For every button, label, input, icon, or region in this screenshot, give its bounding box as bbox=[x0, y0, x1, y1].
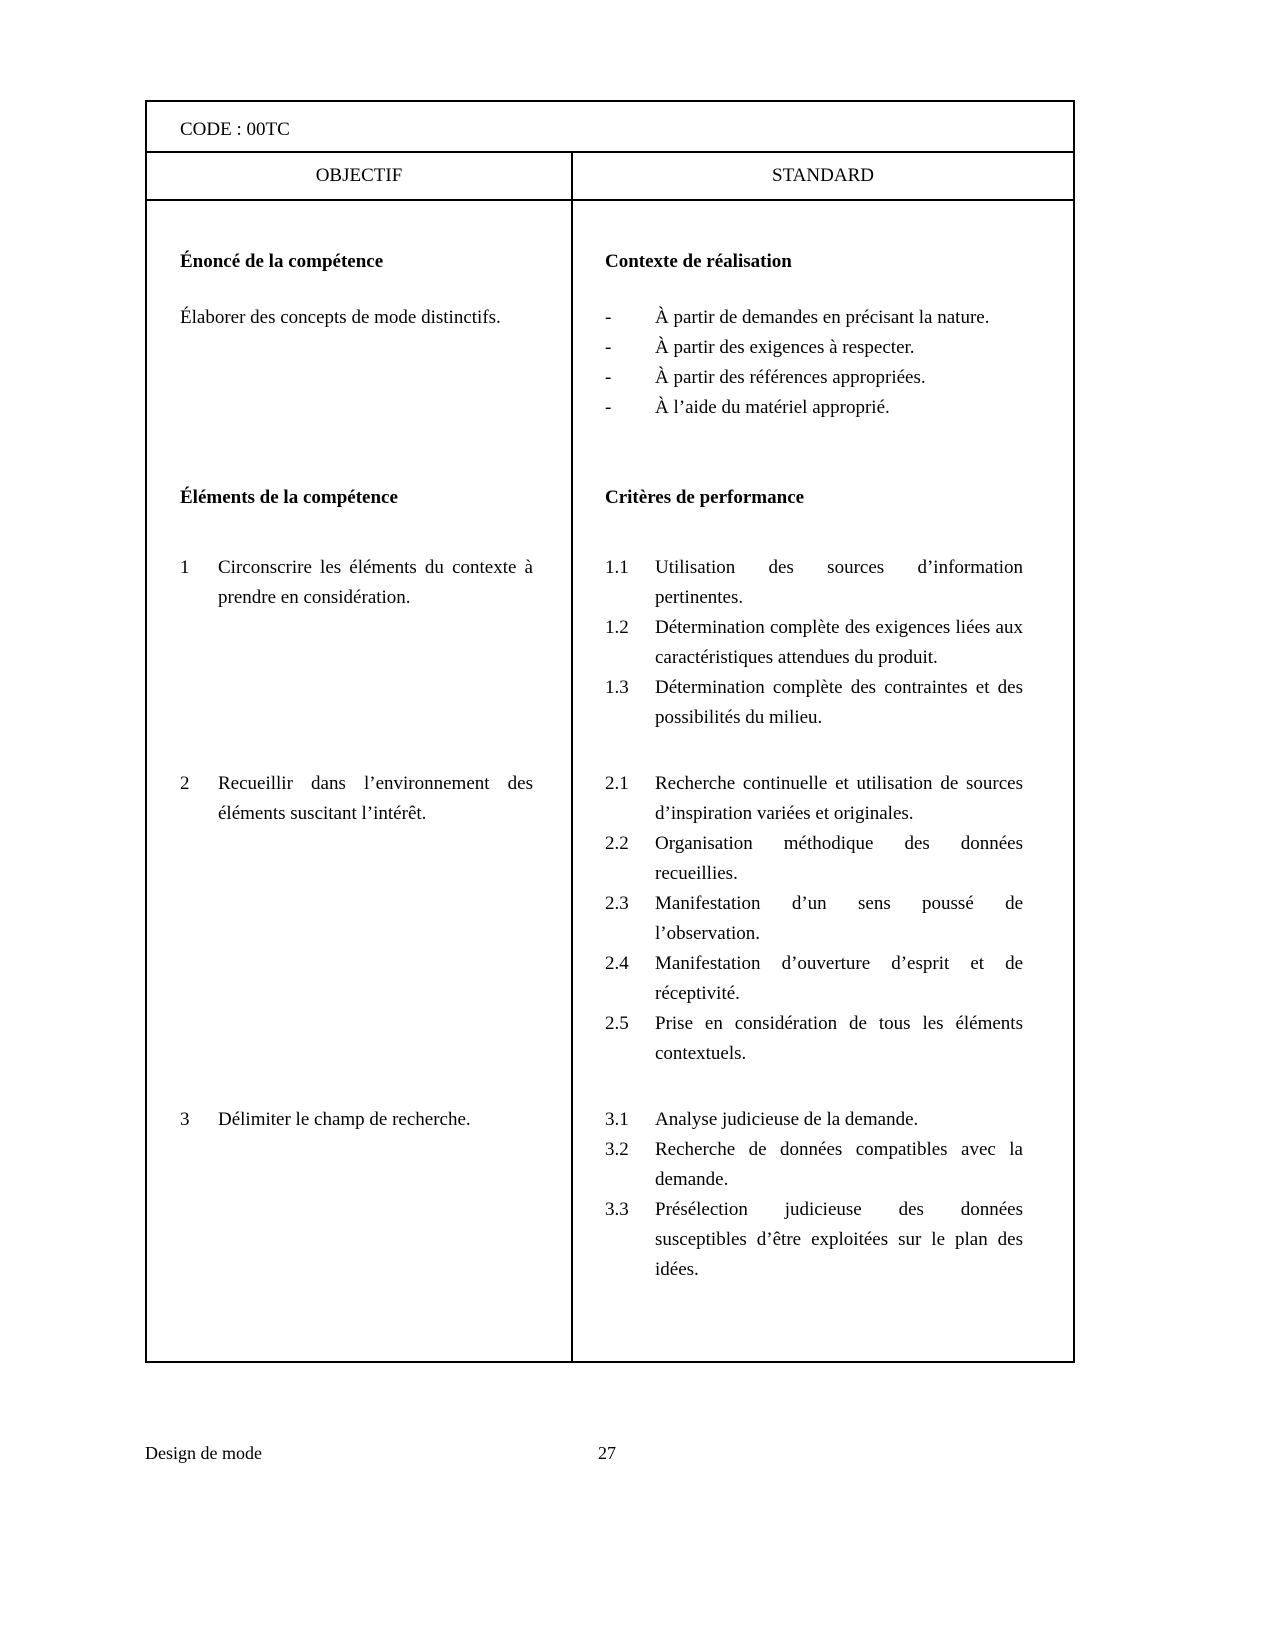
criterion-text: Manifestation d’ouverture d’esprit et de réceptivité. bbox=[655, 953, 1023, 1004]
standard-contexte-items-cell bbox=[573, 277, 1073, 423]
criteres-title: Critères de performance bbox=[605, 487, 805, 508]
footer-document-title: Design de mode bbox=[145, 1443, 262, 1463]
standard-criteres-3-cell bbox=[573, 1069, 1073, 1361]
dash-bullet: - bbox=[605, 397, 612, 418]
element-text: Recueillir dans l’environnement des éléments suscitant l’intérêt. bbox=[218, 773, 533, 824]
contexte-item-text: À partir de demandes en précisant la nature. bbox=[655, 307, 990, 328]
standard-contexte-heading-cell bbox=[573, 201, 1073, 277]
contexte-title: Contexte de réalisation bbox=[605, 251, 792, 272]
criterion-number: 2.4 bbox=[605, 953, 629, 974]
standard-criteres-2-cell bbox=[573, 733, 1073, 1069]
enonce-title: Énoncé de la compétence bbox=[180, 251, 384, 272]
dash-bullet: - bbox=[605, 337, 612, 358]
criterion bbox=[605, 673, 1023, 733]
competency-table bbox=[145, 100, 1075, 1363]
objectif-column-header: OBJECTIF bbox=[147, 153, 573, 199]
code-row bbox=[147, 102, 1073, 153]
criterion-text: Utilisation des sources d’information pertinentes. bbox=[655, 557, 1023, 608]
criterion-number: 1.1 bbox=[605, 557, 629, 578]
footer-page-number: 27 bbox=[598, 1443, 616, 1463]
element-item bbox=[180, 1105, 533, 1135]
criterion-number: 3.3 bbox=[605, 1199, 629, 1220]
criterion bbox=[605, 1105, 1023, 1135]
objectif-enonce-body-cell bbox=[147, 277, 573, 423]
elements-title: Éléments de la compétence bbox=[180, 487, 398, 508]
contexte-item bbox=[605, 303, 1023, 333]
criterion-number: 2.3 bbox=[605, 893, 629, 914]
criterion-number: 2.1 bbox=[605, 773, 629, 794]
standard-criteres-1-cell bbox=[573, 513, 1073, 733]
criterion-text: Manifestation d’un sens poussé de l’observation. bbox=[655, 893, 1023, 944]
criterion bbox=[605, 769, 1023, 829]
element-number: 1 bbox=[180, 557, 190, 578]
criterion-text: Prise en considération de tous les éléments contextuels. bbox=[655, 1013, 1023, 1064]
element-number: 2 bbox=[180, 773, 190, 794]
objectif-enonce-heading-cell bbox=[147, 201, 573, 277]
standard-column-header: STANDARD bbox=[772, 165, 874, 186]
criterion-number: 1.3 bbox=[605, 677, 629, 698]
criterion-number: 1.2 bbox=[605, 617, 629, 638]
objectif-element-3-cell bbox=[147, 1069, 573, 1361]
criterion bbox=[605, 829, 1023, 889]
standard-criteres-heading-cell bbox=[573, 423, 1073, 513]
criterion bbox=[605, 889, 1023, 949]
dash-bullet: - bbox=[605, 307, 612, 328]
criterion bbox=[605, 1135, 1023, 1195]
element-text: Délimiter le champ de recherche. bbox=[218, 1109, 471, 1130]
code-label: CODE : 00TC bbox=[180, 119, 290, 140]
page-footer bbox=[145, 1438, 1075, 1468]
contexte-item-text: À partir des exigences à respecter. bbox=[655, 337, 915, 358]
element-text: Circonscrire les éléments du contexte à prendre en considération. bbox=[218, 557, 533, 608]
objectif-element-2-cell bbox=[147, 733, 573, 1069]
dash-bullet: - bbox=[605, 367, 612, 388]
criterion-text: Analyse judicieuse de la demande. bbox=[655, 1109, 919, 1130]
criterion bbox=[605, 613, 1023, 673]
element-item bbox=[180, 553, 533, 613]
objectif-element-1-cell bbox=[147, 513, 573, 733]
enonce-body: Élaborer des concepts de mode distinctifs. bbox=[180, 307, 501, 328]
criterion-text: Recherche de données compatibles avec la demande. bbox=[655, 1139, 1023, 1190]
criterion bbox=[605, 553, 1023, 613]
criterion-text: Recherche continuelle et utilisation de sources d’inspiration variées et originales. bbox=[655, 773, 1023, 824]
element-number: 3 bbox=[180, 1109, 190, 1130]
column-headers bbox=[147, 153, 1073, 201]
contexte-item-text: À l’aide du matériel approprié. bbox=[655, 397, 890, 418]
criterion bbox=[605, 1009, 1023, 1069]
objectif-elements-heading-cell bbox=[147, 423, 573, 513]
criterion bbox=[605, 1195, 1023, 1285]
table-body bbox=[147, 201, 1073, 1361]
contexte-item bbox=[605, 333, 1023, 363]
criterion-number: 3.2 bbox=[605, 1139, 629, 1160]
contexte-item bbox=[605, 393, 1023, 423]
criterion bbox=[605, 949, 1023, 1009]
element-item bbox=[180, 769, 533, 829]
criterion-text: Présélection judicieuse des données susceptibles d’être exploitées sur le plan des idées. bbox=[655, 1199, 1023, 1280]
criterion-text: Organisation méthodique des données recueillies. bbox=[655, 833, 1023, 884]
contexte-item bbox=[605, 363, 1023, 393]
criterion-number: 2.5 bbox=[605, 1013, 629, 1034]
criterion-text: Détermination complète des contraintes et des possibilités du milieu. bbox=[655, 677, 1023, 728]
criterion-number: 2.2 bbox=[605, 833, 629, 854]
criterion-number: 3.1 bbox=[605, 1109, 629, 1130]
contexte-item-text: À partir des références appropriées. bbox=[655, 367, 926, 388]
criterion-text: Détermination complète des exigences liées aux caractéristiques attendues du produit. bbox=[655, 617, 1023, 668]
